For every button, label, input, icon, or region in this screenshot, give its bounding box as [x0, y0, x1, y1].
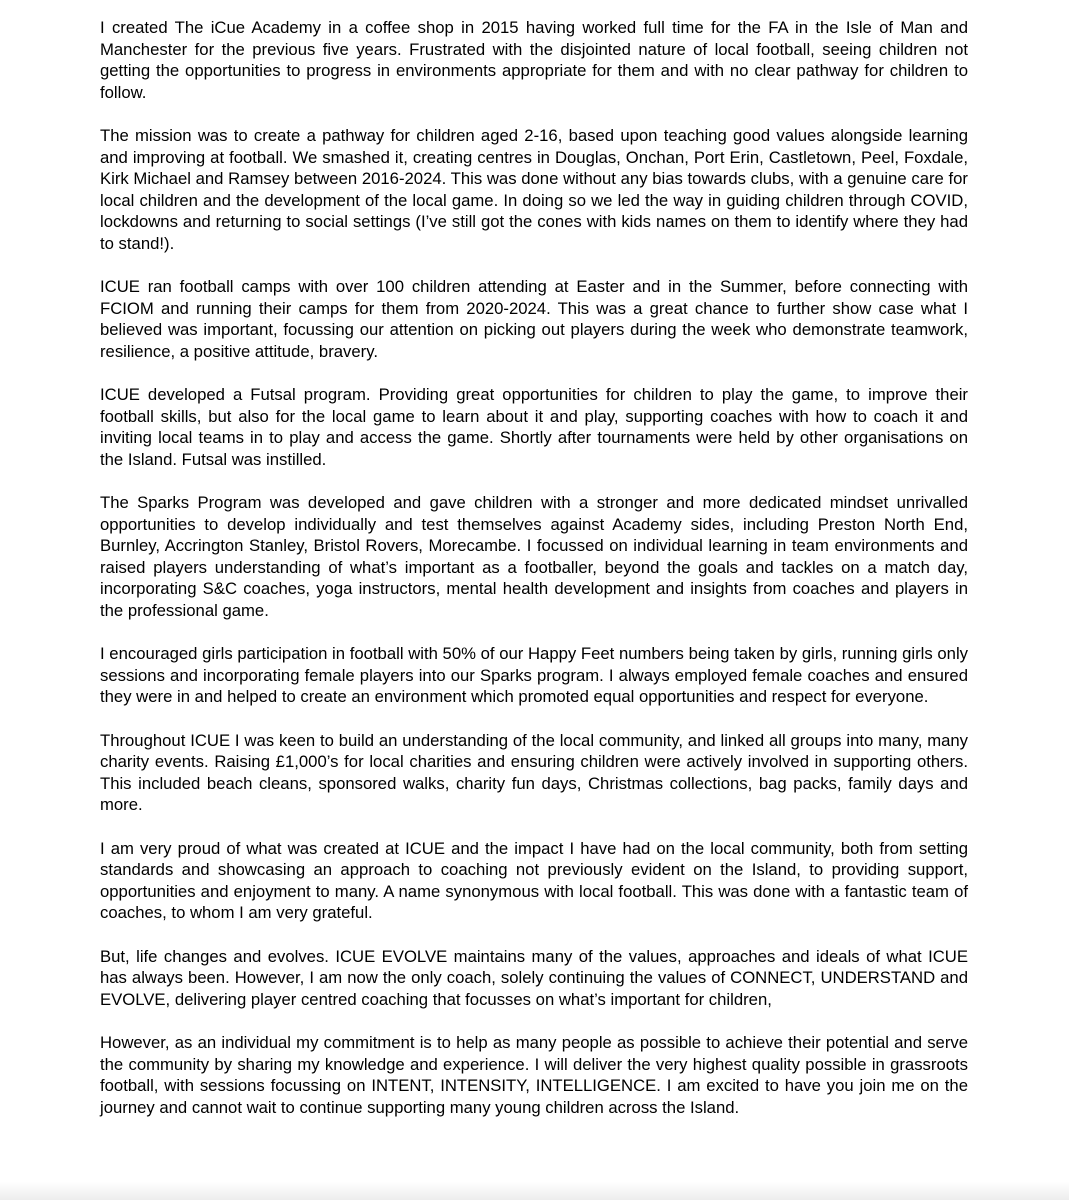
page-bottom-shadow	[0, 1182, 1069, 1200]
paragraph-football-camps: ICUE ran football camps with over 100 children attending at Easter and in the Summer, before connecting with FCIOM and running their camps for them from 2020-2024. This was a great chance to further show case what I believed was important, focussing our attention on picking out players during the week who demonstrate teamwork, resilience, a positive attitude, bravery.	[100, 277, 968, 361]
paragraph-academy-origin: I created The iCue Academy in a coffee shop in 2015 having worked full time for the FA in the Isle of Man and Manchester for the previous five years. Frustrated with the disjointed nature of local football, seeing children not getting the opportunities to progress in environments appropriate for them and with no clear pathway for children to follow.	[100, 18, 968, 102]
paragraph-sparks-program: The Sparks Program was developed and gave children with a stronger and more dedicated mindset unrivalled opportunities to develop individually and test themselves against Academy sides, including Preston North End, Burnley, Accrington Stanley, Bristol Rovers, Morecambe. I focussed on individual learning in team environments and raised players understanding of what’s important as a footballer, beyond the goals and tackles on a match day, incorporating S&C coaches, yoga instructors, mental health development and insights from coaches and players in the professional game.	[100, 493, 968, 621]
paragraph-futsal-program: ICUE developed a Futsal program. Providing great opportunities for children to play the game, to improve their football skills, but also for the local game to learn about it and play, supporting coaches with how to coach it and inviting local teams in to play and access the game. Shortly after tournaments were held by other organisations on the Island. Futsal was instilled.	[100, 385, 968, 469]
document-body	[100, 17, 968, 1140]
paragraph-mission: The mission was to create a pathway for children aged 2-16, based upon teaching good values alongside learning and improving at football. We smashed it, creating centres in Douglas, Onchan, Port Erin, Castletown, Peel, Foxdale, Kirk Michael and Ramsey between 2016-2024. This was done without any bias towards clubs, with a genuine care for local children and the development of the local game. In doing so we led the way in guiding children through COVID, lockdowns and returning to social settings (I’ve still got the cones with kids names on them to identify where they had to stand!).	[100, 125, 968, 253]
paragraph-pride-impact: I am very proud of what was created at ICUE and the impact I have had on the local community, both from setting standards and showcasing an approach to coaching not previously evident on the Island, to providing support, opportunities and enjoyment to many. A name synonymous with local football. This was done with a fantastic team of coaches, to whom I am very grateful.	[100, 838, 968, 923]
paragraph-icue-evolve: But, life changes and evolves. ICUE EVOLVE maintains many of the values, approaches and ideals of what ICUE has always been. However, I am now the only coach, solely continuing the values of CONNECT, UNDERSTAND and EVOLVE, delivering player centred coaching that focusses on what’s important for children,	[100, 946, 968, 1009]
paragraph-girls-participation: I encouraged girls participation in football with 50% of our Happy Feet numbers being taken by girls, running girls only sessions and incorporating female players into our Sparks program. I always employed female coaches and ensured they were in and helped to create an environment which promoted equal opportunities and respect for everyone.	[100, 644, 968, 707]
paragraph-community-charity: Throughout ICUE I was keen to build an understanding of the local community, and linked all groups into many, many charity events. Raising £1,000’s for local charities and ensuring children were actively involved in supporting others. This included beach cleans, sponsored walks, charity fun days, Christmas collections, bag packs, family days and more.	[100, 730, 968, 815]
paragraph-commitment: However, as an individual my commitment is to help as many people as possible to achieve their potential and serve the community by sharing my knowledge and experience. I will deliver the very highest quality possible in grassroots football, with sessions focussing on INTENT, INTENSITY, INTELLIGENCE. I am excited to have you join me on the journey and cannot wait to continue supporting many young children across the Island.	[100, 1032, 968, 1117]
